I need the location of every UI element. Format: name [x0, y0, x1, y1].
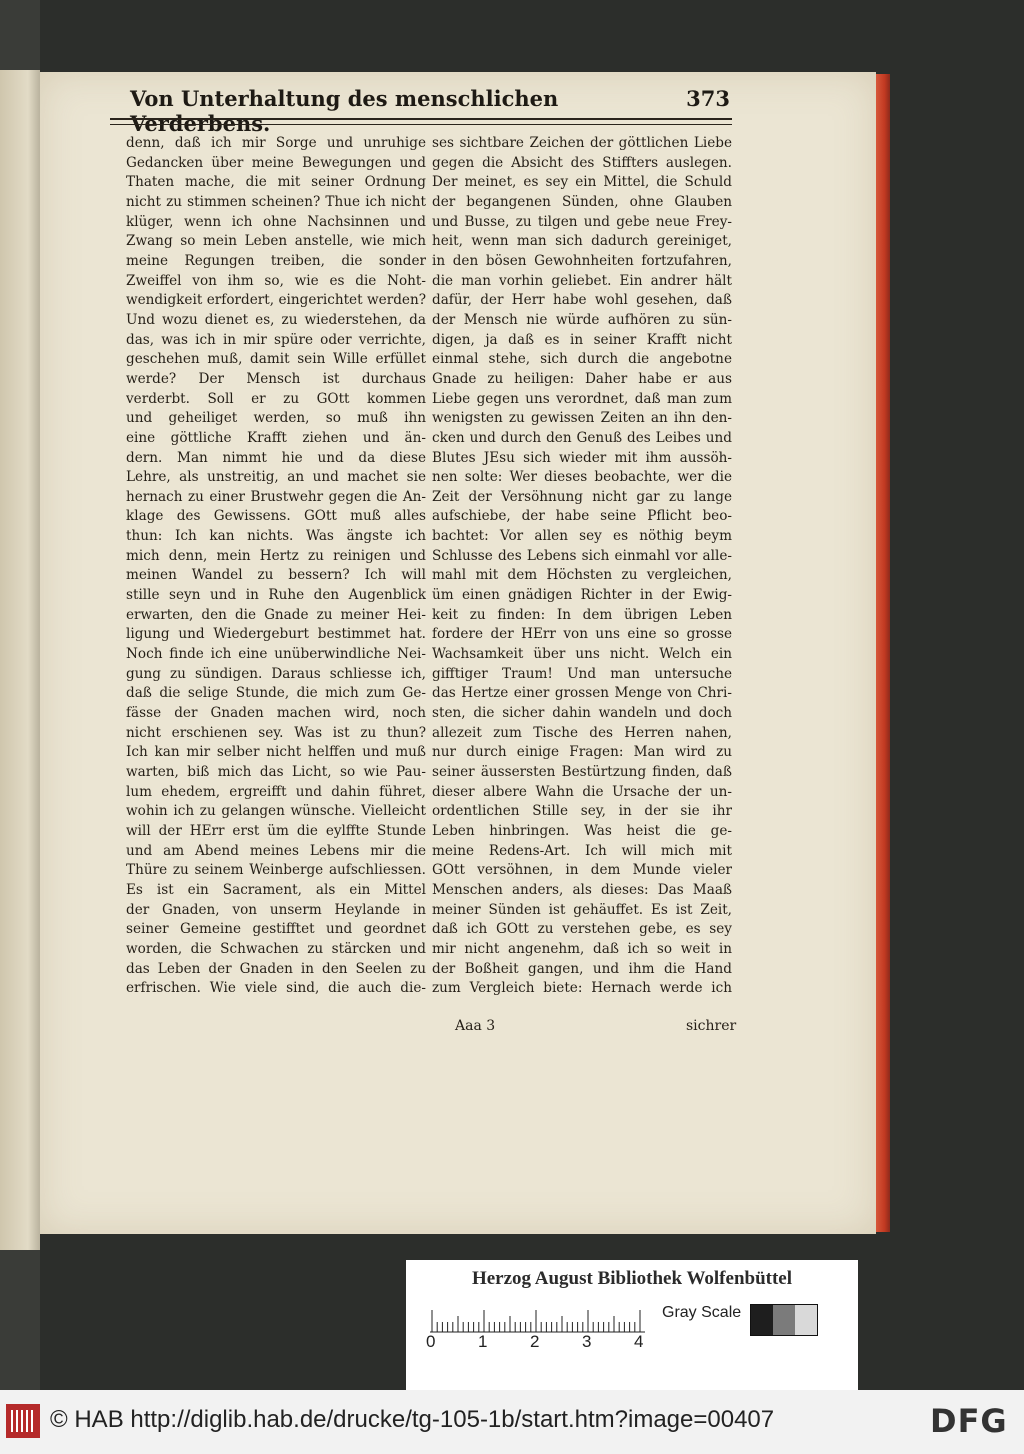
text-line: dieser albere Wahn die Ursache der un- [432, 783, 732, 800]
text-line: Schlusse des Lebens sich einmahl vor alle- [432, 547, 732, 564]
text-line: wenigsten zu gewissen Zeiten an ihn den- [432, 410, 732, 427]
text-line: erwarten, den die Gnade zu meiner Hei- [126, 606, 426, 623]
text-line: nicht erschienen sey. Was ist zu thun? [126, 724, 426, 741]
header-rule [110, 118, 732, 125]
text-line: Menschen anders, als dieses: Das Maaß [432, 881, 732, 898]
text-line: der Boßheit gangen, und ihm die Hand [432, 960, 732, 977]
gray-scale-label: Gray Scale [662, 1304, 742, 1321]
text-line: daß ich GOtt zu verstehen gebe, es sey [432, 921, 732, 938]
text-line: warten, biß mich das Licht, so wie Pau- [126, 764, 426, 780]
text-line: digen, ja daß es in seiner Krafft nicht [432, 331, 732, 348]
text-line: keit zu finden: In dem übrigen Leben [432, 606, 732, 623]
text-line: bachtet: Vor allen sey es nöthig beym [432, 528, 732, 545]
ruler-icon [430, 1298, 660, 1334]
text-line: der Mensch nie würde aufhören zu sün- [432, 311, 732, 328]
text-line: meinen Wandel zu bessern? Ich will [126, 567, 426, 584]
text-line: cken und durch den Genuß des Leibes und [432, 429, 732, 446]
text-line: Gnade zu heiligen: Daher habe er aus [432, 370, 732, 387]
right-text-column [432, 134, 732, 999]
text-line: fordere der HErr von uns eine so grosse [432, 626, 732, 643]
red-page-edge [876, 74, 890, 1232]
gray-scale-swatch [750, 1304, 818, 1336]
credit-url[interactable]: © HAB http://diglib.hab.de/drucke/tg-105-1b/start.htm?image=00407 [50, 1406, 775, 1433]
page-number: 373 [686, 86, 730, 111]
text-line: hernach zu einer Brustwehr gegen die An- [126, 488, 426, 505]
text-line: stille seyn und in Ruhe den Augenblick [126, 587, 426, 604]
text-line: meine Regungen treiben, die sonder [126, 252, 426, 269]
text-line: einmal stehe, sich durch die angebotne [432, 351, 732, 368]
text-line: gifftiger Traum! Und man untersuche [432, 665, 732, 682]
text-line: ordentlichen Stille sey, in der sie ihr [432, 803, 732, 820]
text-line: werde? Der Mensch ist durchaus [126, 370, 426, 387]
text-line: dern. Man nimmt hie und da diese [126, 449, 426, 466]
library-name: Herzog August Bibliothek Wolfenbüttel [471, 1268, 793, 1289]
credit-bar [0, 1390, 1024, 1454]
text-line: Blutes JEsu sich wieder mit ihm aussöh- [432, 449, 732, 466]
text-line: wohin ich zu gelangen wünsche. Vielleicht [126, 803, 426, 820]
text-line: sten, die sicher dahin wandeln und doch [432, 705, 732, 722]
text-line: das Hertze einer grossen Menge von Chri- [432, 685, 732, 702]
text-line: der begangenen Sünden, ohne Glauben [432, 193, 732, 210]
text-line: zum Vergleich biete: Hernach werde ich [432, 980, 732, 997]
gray-patch [795, 1305, 817, 1335]
text-line: Thaten mache, die mit seiner Ordnung [126, 174, 426, 191]
text-line: gung zu sündigen. Daraus schliesse ich, [126, 665, 426, 682]
text-line: ses sichtbare Zeichen der göttlichen Liebe [432, 135, 732, 151]
text-line: will der HErr erst üm die eylffte Stunde [126, 822, 426, 839]
text-line: üm einen gnädigen Richter in der Ewig- [432, 587, 732, 604]
text-line: Und wozu dienet es, zu wiederstehen, da [126, 311, 426, 328]
text-line: eine göttliche Krafft ziehen und än- [126, 429, 426, 446]
running-head-title: Von Unterhaltung des menschlichen Verderbens. [130, 86, 559, 136]
text-line: Es ist ein Sacrament, als ein Mittel [126, 881, 426, 898]
text-line: mahl mit dem Höchsten zu vergleichen, [432, 567, 732, 584]
gray-patch [751, 1305, 773, 1335]
text-line: Leben hinbringen. Was heist die ge- [432, 822, 732, 839]
text-line: worden, die Schwachen zu stärcken und [126, 940, 426, 957]
facing-page-edge [0, 70, 40, 1250]
color-scale-card [406, 1260, 858, 1390]
text-line: lum ehedem, ergreifft und dahin führet, [126, 783, 426, 800]
text-line: geschehen muß, damit sein Wille erfüllet [126, 351, 426, 368]
text-line: Der meinet, es sey ein Mittel, die Schuld [432, 174, 732, 191]
text-line: GOtt versöhnen, in dem Munde vieler [432, 862, 732, 879]
text-line: heit, wenn man sich dadurch gereiniget, [432, 233, 732, 250]
text-line: Wachsamkeit über uns nicht. Welch ein [432, 646, 732, 663]
text-line: meiner Sünden ist gehäuffet. Es ist Zeit, [432, 901, 732, 918]
text-line: das Leben der Gnaden in den Seelen zu [126, 960, 426, 977]
text-line: in den bösen Gewohnheiten fortzufahren, [432, 252, 732, 269]
ruler-numbers [426, 1332, 666, 1354]
text-line: nen solte: Wer dieses beobachte, wer die [432, 469, 732, 486]
text-line: verderbt. Soll er zu GOtt kommen [126, 390, 426, 407]
text-line: Zeit der Versöhnung nicht gar zu lange [432, 488, 732, 505]
running-head [130, 86, 730, 136]
text-line: der Gnaden, von unserm Heylande in [126, 901, 426, 918]
left-text-column [126, 134, 426, 999]
text-line: Noch finde ich eine unüberwindliche Nei- [126, 646, 426, 663]
text-line: klage des Gewissens. GOtt muß alles [126, 508, 426, 525]
ruler-number: 3 [582, 1332, 592, 1351]
text-line: mich denn, mein Hertz zu reinigen und [126, 547, 426, 564]
text-line: Thüre zu seinem Weinberge aufschliessen. [126, 862, 426, 879]
text-line: die man vorhin geliebet. Ein andrer hält [432, 272, 732, 289]
text-line: und Busse, zu tilgen und gebe neue Frey- [432, 213, 732, 230]
text-line: Zweiffel von ihm so, wie es die Noht- [126, 272, 426, 289]
text-line: seiner äussersten Bestürtzung finden, daß [432, 764, 732, 780]
text-line: wendigkeit erfordert, eingerichtet werden? [126, 292, 426, 309]
text-line: Lehre, als unstreitig, an und machet sie [126, 469, 426, 486]
text-line: dafür, der Herr habe wohl gesehen, daß [432, 292, 732, 309]
catchword: sichrer [686, 1018, 737, 1034]
dfg-logo: DFG [930, 1402, 1008, 1440]
signature-mark: Aaa 3 [455, 1018, 496, 1034]
text-line: ligung und Wiedergeburt bestimmet hat. [126, 626, 426, 643]
text-line: nicht zu stimmen scheinen? Thue ich nicht [126, 193, 426, 210]
text-line: erfrischen. Wie viele sind, die auch die- [126, 980, 426, 997]
text-line: seiner Gemeine gestifftet und geordnet [126, 921, 426, 938]
text-line: Gedancken über meine Bewegungen und [126, 154, 426, 171]
ruler-number: 1 [478, 1332, 488, 1351]
text-line: Ich kan mir selber nicht helffen und muß [126, 744, 426, 761]
text-line: klüger, wenn ich ohne Nachsinnen und [126, 213, 426, 230]
text-line: nur durch einige Fragen: Man wird zu [432, 744, 732, 761]
text-line: und am Abend meines Lebens mir die [126, 842, 426, 859]
hab-logo-icon [6, 1404, 40, 1438]
text-line: Liebe gegen uns verordnet, daß man zum [432, 390, 732, 407]
text-line: und geheiliget werden, so muß ihn [126, 410, 426, 427]
text-line: allezeit zum Tische des Herren nahen, [432, 724, 732, 741]
ruler-number: 0 [426, 1332, 436, 1351]
ruler-number: 4 [634, 1332, 644, 1351]
text-line: fässe der Gnaden machen wird, noch [126, 705, 426, 722]
text-line: mir nicht angenehm, daß ich so weit in [432, 940, 732, 957]
text-line: das, was ich in mir spüre oder verrichte, [126, 331, 426, 348]
ruler-number: 2 [530, 1332, 540, 1351]
text-line: thun: Ich kan nichts. Was ängste ich [126, 528, 426, 545]
text-line: Zwang so mein Leben anstelle, wie mich [126, 233, 426, 250]
text-line: meine Redens-Art. Ich will mich mit [432, 842, 732, 859]
text-line: gegen die Absicht des Stiffters auslegen. [432, 154, 732, 171]
text-line: aufschiebe, der habe seine Pflicht beo- [432, 508, 732, 525]
text-line: denn, daß ich mir Sorge und unruhige [126, 135, 426, 151]
gray-patch [773, 1305, 795, 1335]
text-line: daß die selige Stunde, die mich zum Ge- [126, 685, 426, 702]
